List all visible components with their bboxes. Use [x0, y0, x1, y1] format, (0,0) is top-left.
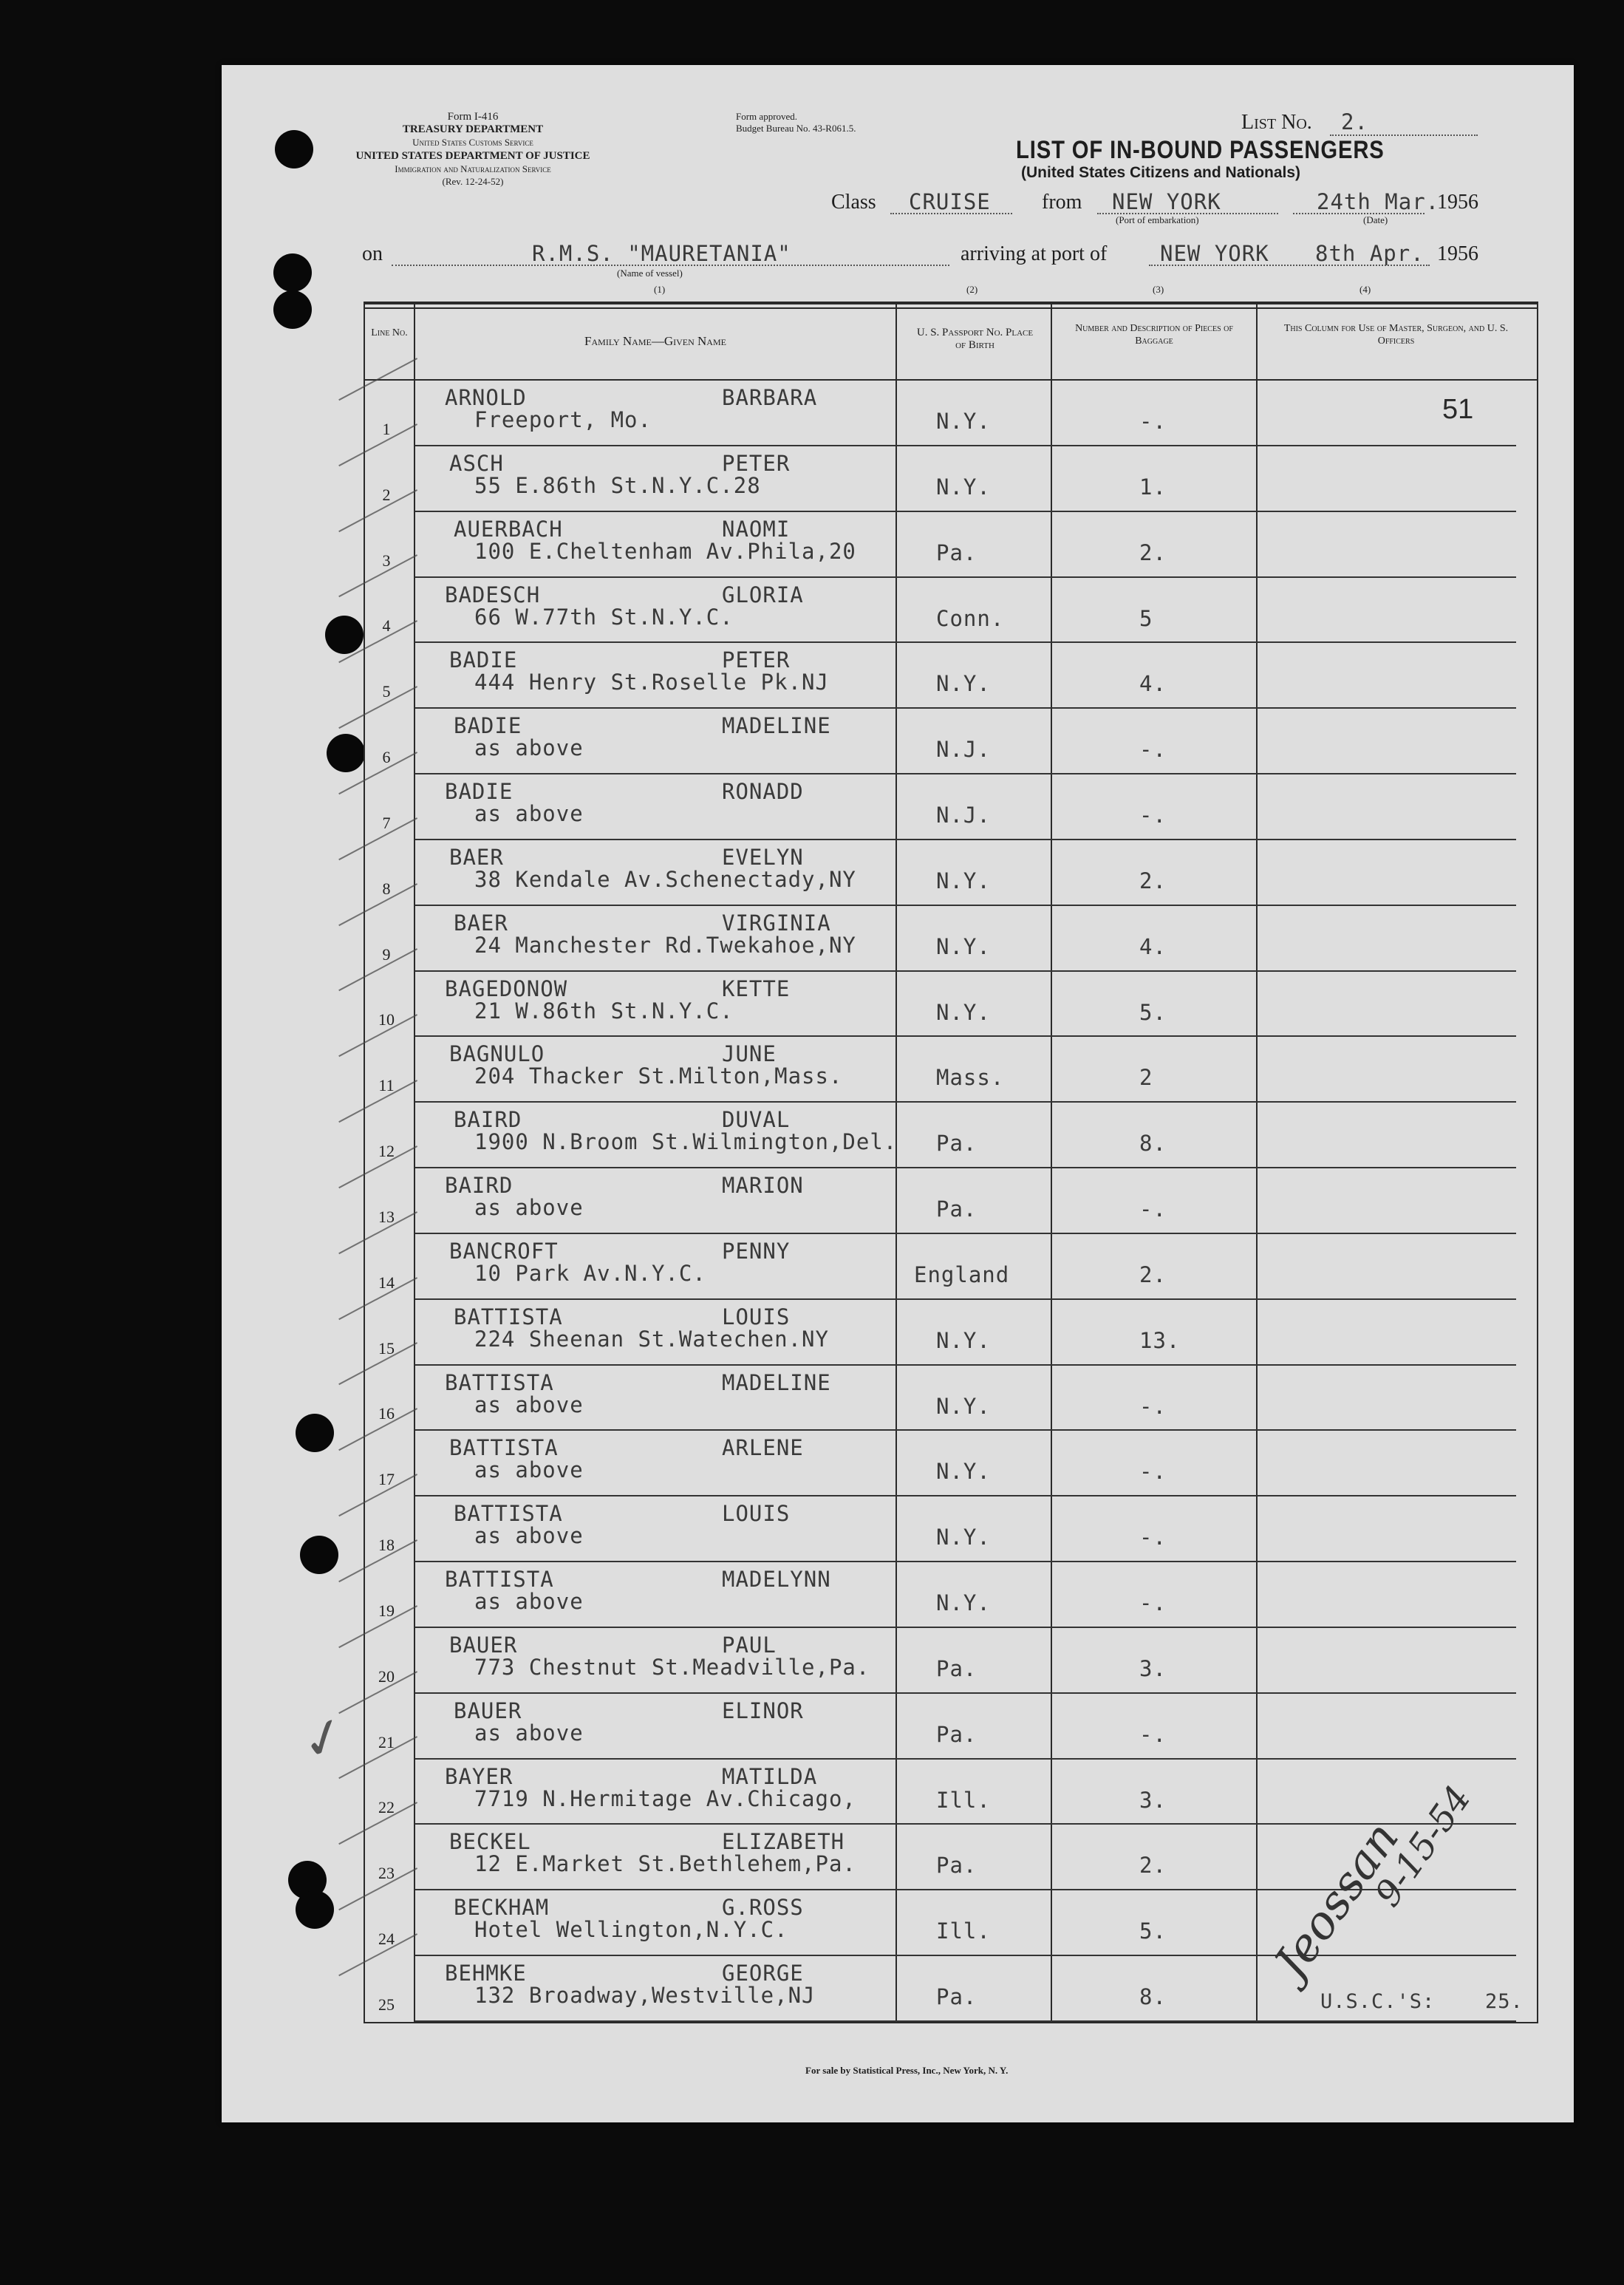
passenger-row	[364, 774, 1516, 840]
arrival-rule	[1149, 265, 1430, 266]
given-name: PETER	[722, 647, 791, 673]
given-name: GEORGE	[722, 1961, 804, 1986]
justice-dept: UNITED STATES DEPARTMENT OF JUSTICE	[355, 150, 590, 162]
address: as above	[474, 735, 584, 761]
family-name: BATTISTA	[454, 1501, 563, 1527]
baggage-count: 13.	[1139, 1327, 1181, 1353]
birth-place: N.Y.	[936, 1590, 991, 1616]
family-name: BAIRD	[454, 1107, 522, 1133]
family-name: BAGNULO	[449, 1041, 545, 1067]
line-number: 10	[378, 1010, 395, 1029]
baggage-count: 5	[1139, 605, 1153, 631]
line-number: 8	[382, 879, 391, 898]
family-name: BECKHAM	[454, 1895, 550, 1921]
birth-place: N.Y.	[936, 999, 991, 1025]
family-name: BANCROFT	[449, 1238, 559, 1264]
baggage-count: -.	[1139, 1196, 1167, 1222]
given-name: LOUIS	[722, 1501, 791, 1527]
manifest-page	[222, 65, 1574, 2122]
birth-place: Pa.	[936, 1721, 978, 1747]
treasury-dept: TREASURY DEPARTMENT	[402, 123, 544, 135]
col-num-1: (1)	[654, 284, 666, 295]
family-name: BEHMKE	[445, 1961, 527, 1986]
birth-place: N.Y.	[936, 671, 991, 697]
family-name: BAUER	[449, 1632, 518, 1658]
birth-place: N.Y.	[936, 1459, 991, 1485]
line-number: 17	[378, 1470, 395, 1489]
given-name: PAUL	[722, 1632, 777, 1658]
header-passport: U. S. Passport No. Place of Birth	[916, 327, 1034, 351]
given-name: DUVAL	[722, 1107, 791, 1133]
given-name: ARLENE	[722, 1435, 804, 1461]
baggage-count: 2.	[1139, 539, 1167, 565]
baggage-count: 5.	[1139, 1918, 1167, 1944]
baggage-count: -.	[1139, 1590, 1167, 1616]
baggage-count: 1.	[1139, 474, 1167, 500]
form-number: Form I-416	[447, 111, 499, 123]
address: as above	[474, 1392, 584, 1417]
line-number: 16	[378, 1404, 395, 1423]
table-body	[364, 381, 1538, 2022]
punch-hole	[296, 1414, 334, 1452]
baggage-count: 3.	[1139, 1655, 1167, 1681]
page-subtitle: (United States Citizens and Nationals)	[1021, 164, 1301, 181]
line-number: 22	[378, 1798, 395, 1817]
immigration-service: Immigration and Naturalization Service	[395, 163, 551, 174]
address: 10 Park Av.N.Y.C.	[474, 1260, 706, 1286]
baggage-count: 3.	[1139, 1787, 1167, 1813]
address: 204 Thacker St.Milton,Mass.	[474, 1063, 843, 1089]
line-number: 14	[378, 1273, 395, 1292]
col-num-2: (2)	[966, 284, 978, 295]
class-value: CRUISE	[909, 189, 991, 214]
arrival-year: 1956	[1437, 242, 1478, 265]
baggage-count: 4.	[1139, 933, 1167, 959]
baggage-count: -.	[1139, 1721, 1167, 1747]
punch-hole	[273, 290, 312, 329]
family-name: BAUER	[454, 1697, 522, 1723]
address: Freeport, Mo.	[474, 407, 652, 432]
col-num-4: (4)	[1359, 284, 1371, 295]
header-officers: This Column for Use of Master, Surgeon, and U. S. Officers	[1283, 323, 1509, 347]
given-name: ELINOR	[722, 1697, 804, 1723]
passenger-row	[364, 446, 1516, 512]
given-name: JUNE	[722, 1041, 777, 1067]
address: as above	[474, 1457, 584, 1483]
family-name: BATTISTA	[454, 1304, 563, 1329]
family-name: BAGEDONOW	[445, 975, 568, 1001]
birth-place: Pa.	[936, 1131, 978, 1157]
family-name: BAER	[449, 844, 504, 870]
officer-note: 51	[1442, 394, 1474, 425]
address: 21 W.86th St.N.Y.C.	[474, 998, 734, 1024]
birth-place: Conn.	[936, 605, 1005, 631]
punch-hole	[273, 253, 312, 292]
table-top-border-inner	[364, 307, 1538, 309]
passenger-row	[364, 512, 1516, 578]
family-name: BAYER	[445, 1763, 514, 1789]
given-name: PETER	[722, 450, 791, 476]
birth-place: England	[914, 1261, 1010, 1287]
on-label: on	[362, 242, 383, 265]
birth-place: Pa.	[936, 1196, 978, 1222]
line-number: 6	[382, 748, 391, 767]
signature-date: 9-15-54	[1367, 1778, 1480, 1915]
baggage-count: 2	[1139, 1065, 1153, 1091]
birth-place: N.Y.	[936, 1327, 991, 1353]
arrival-port: NEW YORK	[1160, 241, 1269, 266]
table-bottom-border	[364, 2022, 1538, 2023]
passenger-row	[364, 1366, 1516, 1431]
header-name: Family Name—Given Name	[584, 334, 726, 348]
line-number: 5	[382, 682, 391, 701]
table-top-border	[364, 302, 1538, 304]
line-number: 12	[378, 1142, 395, 1161]
family-name: BADIE	[454, 713, 522, 739]
birth-place: Ill.	[936, 1787, 991, 1813]
address: 12 E.Market St.Bethlehem,Pa.	[474, 1851, 856, 1877]
official-signature: Jeossan	[1263, 1811, 1410, 1988]
family-name: ASCH	[449, 450, 504, 476]
address: as above	[474, 1523, 584, 1549]
list-number-value: 2.	[1341, 109, 1368, 134]
baggage-count: -.	[1139, 409, 1167, 434]
vessel-rule	[392, 265, 949, 266]
given-name: MADELINE	[722, 713, 831, 739]
birth-place: N.Y.	[936, 474, 991, 500]
passenger-row	[364, 1103, 1516, 1168]
given-name: EVELYN	[722, 844, 804, 870]
birth-place: N.Y.	[936, 1393, 991, 1419]
given-name: BARBARA	[722, 385, 818, 410]
birth-place: Pa.	[936, 1853, 978, 1879]
given-name: PENNY	[722, 1238, 791, 1264]
line-number: 20	[378, 1666, 395, 1686]
header-baggage: Number and Description of Pieces of Baggage	[1075, 323, 1233, 347]
birth-place: N.Y.	[936, 1525, 991, 1550]
passenger-row	[364, 840, 1516, 906]
family-name: BADIE	[445, 779, 514, 805]
address: 1900 N.Broom St.Wilmington,Del.	[474, 1129, 898, 1155]
line-number: 11	[378, 1076, 395, 1095]
address: 38 Kendale Av.Schenectady,NY	[474, 866, 856, 892]
family-name: BADIE	[449, 647, 518, 673]
passenger-row	[364, 1037, 1516, 1103]
address: as above	[474, 1589, 584, 1615]
line-number: 9	[382, 944, 391, 964]
line-number: 2	[382, 485, 391, 504]
address: 444 Henry St.Roselle Pk.NJ	[474, 670, 829, 695]
list-number-label: List No.	[1241, 111, 1312, 134]
line-number: 21	[378, 1732, 395, 1751]
customs-service: United States Customs Service	[412, 137, 533, 148]
given-name: MADELINE	[722, 1369, 831, 1395]
line-number: 23	[378, 1864, 395, 1883]
given-name: KETTE	[722, 975, 791, 1001]
birth-place: Pa.	[936, 539, 978, 565]
embarkation-date: 24th Mar.	[1317, 189, 1440, 214]
birth-place: N.Y.	[936, 409, 991, 434]
family-name: ARNOLD	[445, 385, 527, 410]
address: as above	[474, 1195, 584, 1221]
line-number: 4	[382, 616, 391, 636]
line-number: 7	[382, 813, 391, 832]
line-number: 1	[382, 419, 391, 438]
given-name: MARION	[722, 1173, 804, 1199]
vessel-caption: (Name of vessel)	[617, 268, 683, 279]
given-name: RONADD	[722, 779, 804, 805]
baggage-count: -.	[1139, 1525, 1167, 1550]
family-name: BATTISTA	[445, 1369, 554, 1395]
row-rule	[415, 2020, 1516, 2022]
punch-hole	[300, 1536, 338, 1574]
family-name: BAIRD	[445, 1173, 514, 1199]
budget-bureau: Budget Bureau No. 43-R061.5.	[736, 123, 856, 134]
address: 66 W.77th St.N.Y.C.	[474, 604, 734, 630]
passenger-row	[364, 972, 1516, 1038]
punch-hole	[296, 1890, 334, 1929]
line-number: 19	[378, 1601, 395, 1620]
baggage-count: 2.	[1139, 1261, 1167, 1287]
baggage-count: -.	[1139, 1393, 1167, 1419]
given-name: ELIZABETH	[722, 1829, 845, 1855]
printer-footer: For sale by Statistical Press, Inc., New York, N. Y.	[805, 2065, 1009, 2076]
header-line-no: Line No.	[371, 327, 408, 338]
baggage-count: -.	[1139, 803, 1167, 828]
from-label: from	[1042, 191, 1082, 214]
form-approved: Form approved.	[736, 111, 798, 122]
form-revision: (Rev. 12-24-52)	[442, 176, 504, 187]
family-name: BAER	[454, 910, 508, 936]
line-number: 25	[378, 1995, 395, 2014]
margin-checkmark: ✓	[293, 1701, 355, 1775]
family-name: BECKEL	[449, 1829, 531, 1855]
passenger-row	[364, 643, 1516, 709]
given-name: VIRGINIA	[722, 910, 831, 936]
birth-place: Mass.	[936, 1065, 1005, 1091]
class-rule	[890, 213, 1012, 214]
line-number: 13	[378, 1207, 395, 1226]
family-name: BATTISTA	[445, 1567, 554, 1593]
given-name: G.ROSS	[722, 1895, 804, 1921]
passenger-row	[364, 1431, 1516, 1496]
baggage-count: 8.	[1139, 1131, 1167, 1157]
baggage-count: -.	[1139, 1459, 1167, 1485]
address: 224 Sheenan St.Watechen.NY	[474, 1326, 829, 1352]
line-number: 3	[382, 551, 391, 570]
form-approval	[736, 111, 856, 134]
given-name: NAOMI	[722, 516, 791, 542]
col-num-3: (3)	[1153, 284, 1164, 295]
baggage-count: -.	[1139, 737, 1167, 763]
passenger-row	[364, 1760, 1516, 1825]
birth-place: N.J.	[936, 803, 991, 828]
passenger-table	[364, 302, 1538, 2025]
birth-place: N.Y.	[936, 868, 991, 893]
birth-place: N.Y.	[936, 933, 991, 959]
page-title: LIST OF IN-BOUND PASSENGERS	[1016, 136, 1385, 164]
baggage-count: 2.	[1139, 1853, 1167, 1879]
address: 132 Broadway,Westville,NJ	[474, 1983, 816, 2009]
given-name: LOUIS	[722, 1304, 791, 1329]
passenger-row	[364, 1168, 1516, 1234]
address: Hotel Wellington,N.Y.C.	[474, 1917, 788, 1943]
passenger-row	[364, 709, 1516, 774]
usc-label: U.S.C.'S:	[1320, 1990, 1436, 2013]
passenger-row	[364, 1496, 1516, 1562]
baggage-count: 2.	[1139, 868, 1167, 893]
passenger-row	[364, 1694, 1516, 1760]
family-name: BADESCH	[445, 582, 541, 607]
passenger-row	[364, 1562, 1516, 1628]
passenger-row	[364, 381, 1516, 446]
vessel-name: R.M.S. "MAURETANIA"	[532, 241, 791, 266]
birth-place: Pa.	[936, 1655, 978, 1681]
passenger-row	[364, 906, 1516, 972]
embarkation-port: NEW YORK	[1112, 189, 1221, 214]
family-name: AUERBACH	[454, 516, 563, 542]
baggage-count: 4.	[1139, 671, 1167, 697]
address: 7719 N.Hermitage Av.Chicago,	[474, 1785, 856, 1811]
address: 100 E.Cheltenham Av.Phila,20	[474, 538, 856, 564]
line-number: 15	[378, 1338, 395, 1358]
passenger-row	[364, 1628, 1516, 1694]
line-number: 18	[378, 1536, 395, 1555]
baggage-count: 8.	[1139, 1984, 1167, 2010]
line-number: 24	[378, 1930, 395, 1949]
given-name: MATILDA	[722, 1763, 818, 1789]
date-rule	[1293, 213, 1425, 214]
passenger-row	[364, 1234, 1516, 1300]
form-header-left	[340, 111, 606, 188]
class-label: Class	[831, 191, 876, 214]
address: as above	[474, 801, 584, 827]
punch-hole	[275, 130, 313, 168]
address: 773 Chestnut St.Meadville,Pa.	[474, 1654, 870, 1680]
family-name: BATTISTA	[449, 1435, 559, 1461]
birth-place: Ill.	[936, 1918, 991, 1944]
address: as above	[474, 1720, 584, 1746]
address: 24 Manchester Rd.Twekahoe,NY	[474, 932, 856, 958]
arrival-date: 8th Apr.	[1315, 241, 1425, 266]
given-name: MADELYNN	[722, 1567, 831, 1593]
address: 55 E.86th St.N.Y.C.28	[474, 472, 761, 498]
usc-count: 25.	[1485, 1990, 1524, 2013]
passenger-row	[364, 1300, 1516, 1366]
given-name: GLORIA	[722, 582, 804, 607]
arriving-label: arriving at port of	[961, 242, 1108, 265]
embarkation-caption: (Port of embarkation)	[1116, 214, 1199, 225]
baggage-count: 5.	[1139, 999, 1167, 1025]
date-caption: (Date)	[1363, 214, 1388, 225]
birth-place: N.J.	[936, 737, 991, 763]
passenger-row	[364, 578, 1516, 644]
embarkation-year: 1956	[1437, 191, 1478, 214]
birth-place: Pa.	[936, 1984, 978, 2010]
